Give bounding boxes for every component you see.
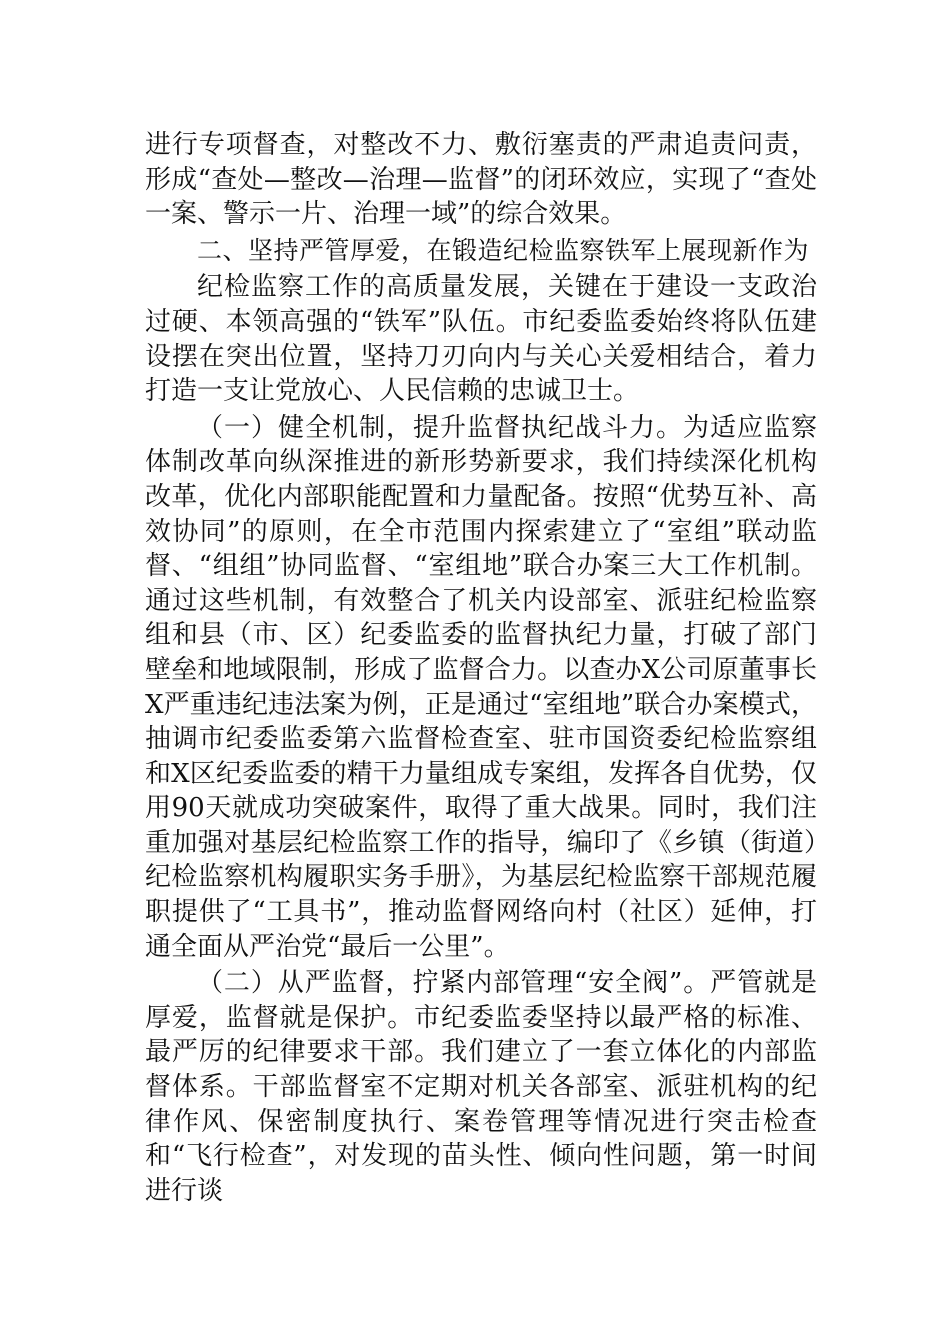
paragraph-continuation: 进行专项督查，对整改不力、敷衍塞责的严肃追责问责，形成“查处—整改—治理—监督”的闭环效应，实现了“查处一案、警示一片、治理一域”的综合效果。 <box>145 130 817 230</box>
paragraph-intro: 纪检监察工作的高质量发展，关键在于建设一支政治过硬、本领高强的“铁军”队伍。市纪委监委始终将队伍建设摆在突出位置，坚持刀刃向内与关心关爱相结合，着力打造一支让党放心、人民信赖的忠诚卫士。 <box>145 272 817 407</box>
section-heading: 二、坚持严管厚爱，在锻造纪检监察铁军上展现新作为 <box>197 235 810 265</box>
paragraph-supervision: （二）从严监督，拧紧内部管理“安全阀”。严管就是厚爱，监督就是保护。市纪委监委坚持以最严格的标准、最严厉的纪律要求干部。我们建立了一套立体化的内部监督体系。干部监督室不定期对机关各部室、派驻机构的纪律作风、保密制度执行、案卷管理等情况进行突击检查和“飞行检查”，对发现的苗头性、倾向性问题，第一时间进行谈 <box>145 968 817 1206</box>
paragraph-mechanism: （一）健全机制，提升监督执纪战斗力。为适应监察体制改革向纵深推进的新形势新要求，我们持续深化机构改革，优化内部职能配置和力量配备。按照“优势互补、高效协同”的原则，在全市范围内探索建立了“室组”联动监督、“组组”协同监督、“室组地”联合办案三大工作机制。通过这些机制，有效整合了机关内设部室、派驻纪检监察组和县（市、区）纪委监委的监督执纪力量，打破了部门壁垒和地域限制，形成了监督合力。以查办X公司原董事长X严重违纪违法案为例，正是通过“室组地”联合办案模式，抽调市纪委监委第六监督检查室、驻市国资委纪检监察组和X区纪委监委的精干力量组成专案组，发挥各自优势，仅用90天就成功突破案件，取得了重大战果。同时，我们注重加强对基层纪检监察工作的指导，编印了《乡镇（街道）纪检监察机构履职实务手册》，为基层纪检监察干部规范履职提供了“工具书”，推动监督网络向村（社区）延伸，打通全面从严治党“最后一公里”。 <box>145 412 817 962</box>
document-body <box>145 128 817 1208</box>
